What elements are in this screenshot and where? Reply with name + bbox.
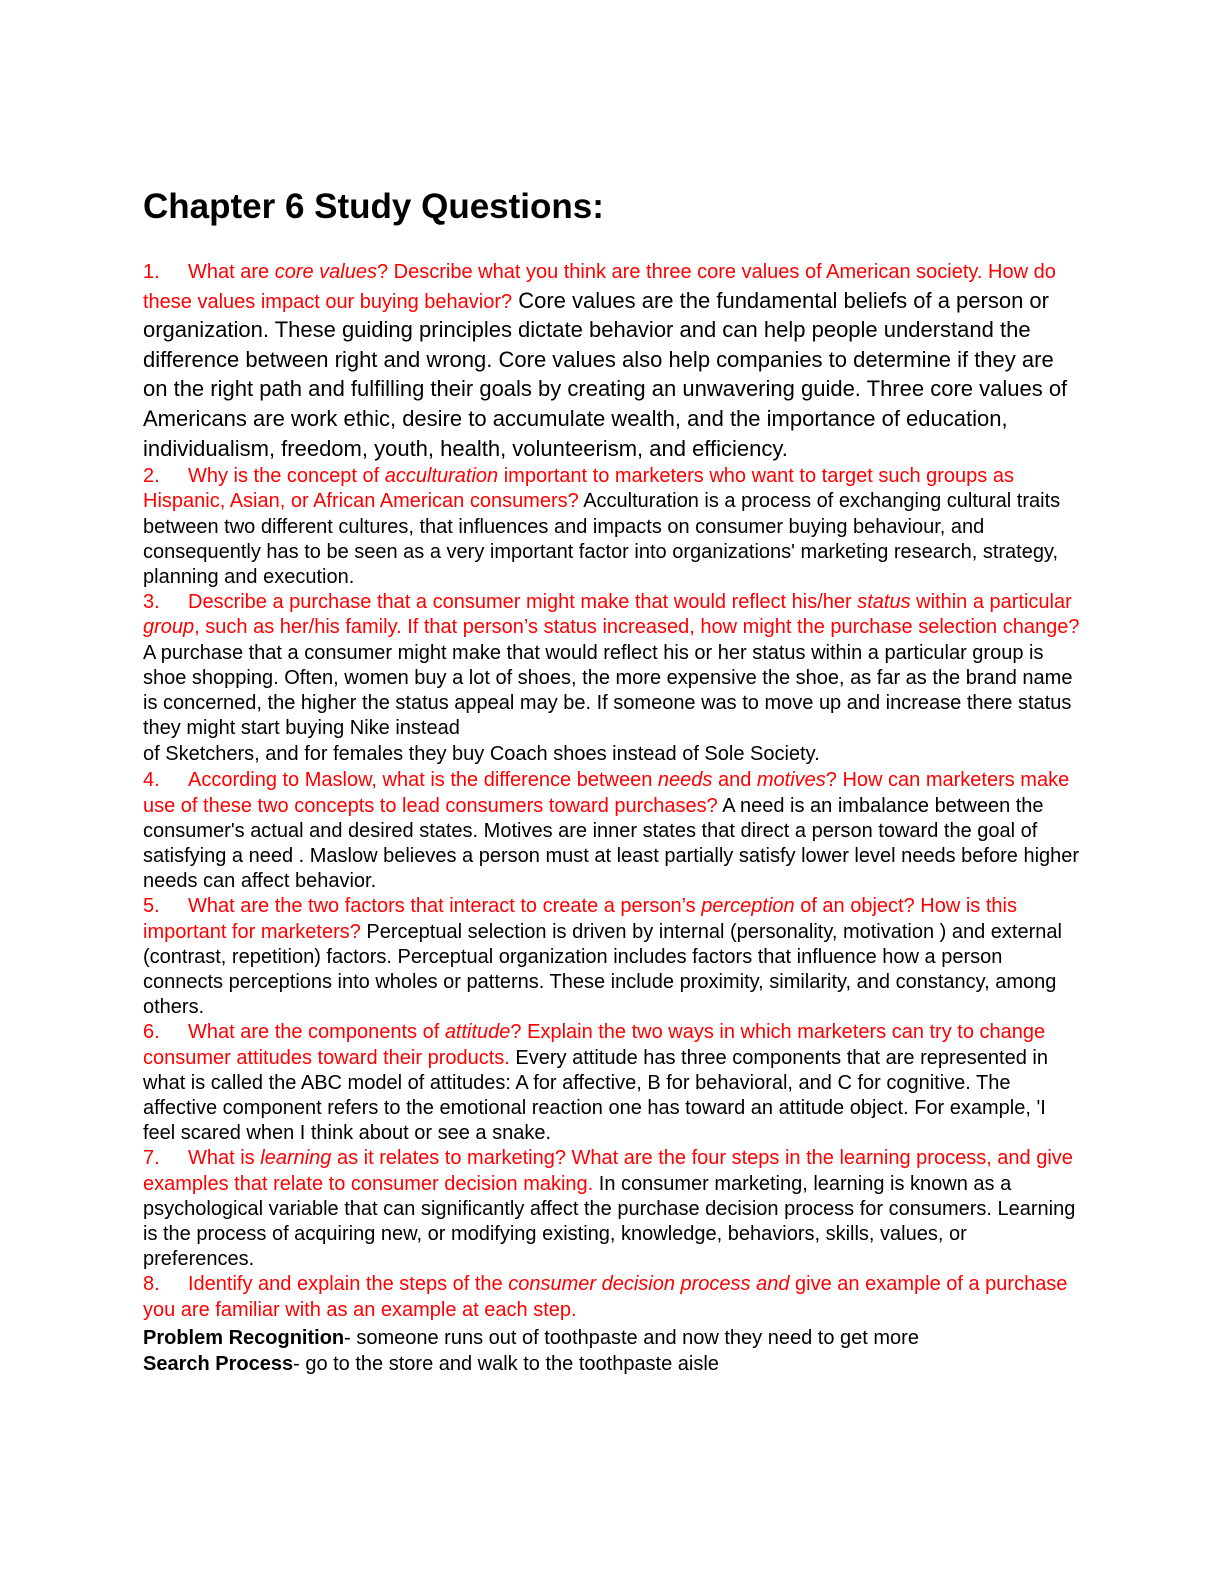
question-text: What is bbox=[188, 1147, 261, 1170]
question-number: 8. bbox=[143, 1273, 160, 1296]
question-emphasis: group bbox=[143, 616, 195, 639]
question-text: Identify and explain the steps of the bbox=[188, 1273, 509, 1296]
question-8 bbox=[143, 1272, 1083, 1322]
question-emphasis: status bbox=[857, 591, 911, 614]
question-text: and bbox=[712, 769, 757, 792]
question-5 bbox=[143, 894, 1083, 1020]
answer-text: A purchase that a consumer might make that would reflect his or her status within a particular group is shoe shopping. Often, women buy a lot of shoes, the more expensive the shoe, as far as the brand name is concerned, the higher the status appeal may be. If someone was to move up and increase there status they might start buying Nike instead bbox=[143, 641, 1073, 740]
question-text: ? Explain the two ways in which marketers can try to change consumer attitudes toward their products. bbox=[143, 1021, 1046, 1069]
question-text: According to Maslow, what is the difference between bbox=[188, 769, 658, 792]
question-number: 3. bbox=[143, 591, 160, 614]
question-number: 4. bbox=[143, 769, 160, 792]
question-text: What are the components of bbox=[188, 1021, 445, 1044]
question-text: , such as her/his family. If that person’s status increased, how might the purchase selection change? bbox=[194, 616, 1080, 639]
question-7 bbox=[143, 1146, 1083, 1272]
question-number: 5. bbox=[143, 895, 160, 918]
step-label: Problem Recognition bbox=[143, 1326, 345, 1349]
question-text: Why is the concept of bbox=[188, 465, 385, 488]
answer-text: A need is an imbalance between the consumer's actual and desired states. Motives are inner states that direct a person toward the goal of satisfying a need . Maslow believes a person must at least partially satisfy lower level needs before higher needs can affect behavior. bbox=[143, 794, 1080, 893]
question-text: give an example of a purchase you are familiar with as an example at each step. bbox=[143, 1273, 1068, 1321]
question-text: important to marketers who want to target such groups as Hispanic, Asian, or African American consumers? bbox=[143, 465, 1014, 513]
question-text: ? Describe what you think are three core values of American society. How do these values impact our buying behavior? bbox=[143, 261, 1056, 313]
question-emphasis: core values bbox=[274, 261, 377, 283]
question-text: ? How can marketers make use of these two concepts to lead consumers toward purchases? bbox=[143, 769, 1070, 817]
page-title: Chapter 6 Study Questions: bbox=[143, 187, 604, 226]
question-text: within a particular bbox=[910, 591, 1072, 614]
answer-text: Perceptual selection is driven by internal (personality, motivation ) and external (contrast, repetition) factors. Perceptual organization includes factors that influence how a person connects perceptions into wholes or patterns. These include proximity, similarity, and constancy, among others. bbox=[143, 920, 1062, 1019]
question-text: of an object? How is this important for marketers? bbox=[143, 895, 1017, 943]
question-number: 7. bbox=[143, 1147, 160, 1170]
question-6 bbox=[143, 1020, 1083, 1146]
question-emphasis: perception bbox=[701, 895, 795, 918]
decision-step bbox=[143, 1325, 1083, 1351]
question-3 bbox=[143, 590, 1083, 741]
document-page bbox=[143, 185, 1083, 1377]
question-1 bbox=[143, 259, 1083, 464]
question-emphasis: motives bbox=[756, 769, 826, 792]
answer-text: Acculturation is a process of exchanging cultural traits between two different cultures, that influences and impacts on consumer buying behaviour, and consequently has to be seen as a very important factor into organizations' marketing research, strategy, planning and execution. bbox=[143, 490, 1061, 588]
question-text: What are the two factors that interact to create a person’s bbox=[188, 895, 702, 918]
step-label: Search Process bbox=[143, 1352, 294, 1375]
question-number: 1. bbox=[143, 261, 160, 283]
question-text: What are bbox=[188, 261, 275, 283]
answer-text: In consumer marketing, learning is known as a psychological variable that can significantly affect the purchase decision process for consumers. Learning is the process of acquiring new, or modifying existing, knowledge, behaviors, skills, values, or preferences. bbox=[143, 1172, 1076, 1271]
question-2 bbox=[143, 464, 1083, 590]
question-number: 2. bbox=[143, 465, 160, 488]
answer-text: Core values are the fundamental beliefs of a person or organization. These guiding principles dictate behavior and can help people understand the difference between right and wrong. Core values also help companies to determine if they are on the right path and fulfilling their goals by creating an unwavering guide. Three core values of Americans are work ethic, desire to accumulate wealth, and the importance of education, individualism, freedom, youth, health, volunteerism, and efficiency. bbox=[143, 287, 1068, 461]
question-number: 6. bbox=[143, 1021, 160, 1044]
question-text: Describe a purchase that a consumer might make that would reflect his/her bbox=[188, 591, 858, 614]
answer-continuation: of Sketchers, and for females they buy Coach shoes instead of Sole Society. bbox=[143, 743, 820, 766]
step-text: - someone runs out of toothpaste and now they need to get more bbox=[344, 1326, 919, 1349]
question-emphasis: consumer decision process and bbox=[508, 1273, 790, 1296]
question-emphasis: needs bbox=[657, 769, 713, 792]
step-text: - go to the store and walk to the toothpaste aisle bbox=[293, 1352, 719, 1375]
decision-step bbox=[143, 1351, 1083, 1377]
question-emphasis: learning bbox=[260, 1147, 332, 1170]
question-emphasis: acculturation bbox=[384, 465, 499, 488]
answer-text: Every attitude has three components that are represented in what is called the ABC model of attitudes: A for affective, B for behavioral, and C for cognitive. The affective component refers to the emotional reaction one has toward an attitude object. For example, 'I feel scared when I think about or see a snake. bbox=[143, 1046, 1048, 1145]
question-emphasis: attitude bbox=[444, 1021, 511, 1044]
question-4 bbox=[143, 768, 1083, 894]
question-text: as it relates to marketing? What are the four steps in the learning process, and give examples that relate to consumer decision making. bbox=[143, 1147, 1073, 1195]
